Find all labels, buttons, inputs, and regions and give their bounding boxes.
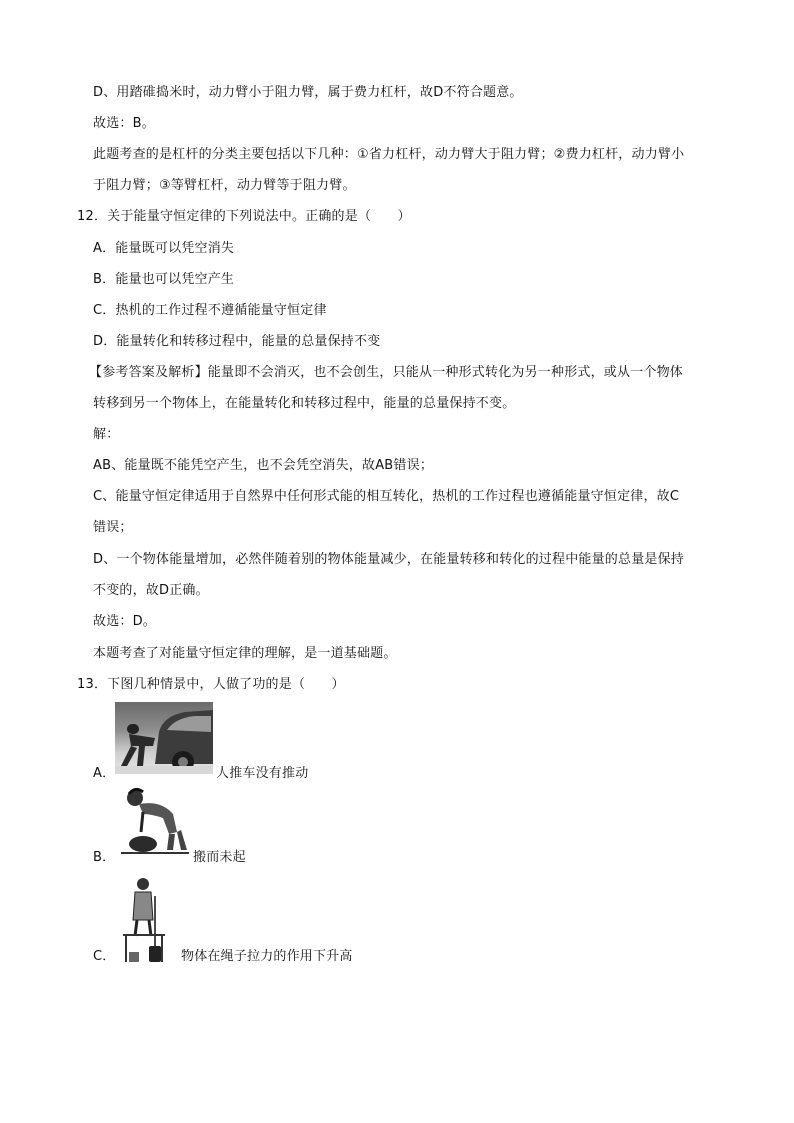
reference-answer-line: 转移到另一个物体上，在能量转化和转移过程中，能量的总量保持不变。 <box>93 396 516 411</box>
person-pulling-rope-image <box>121 876 167 964</box>
person-lifting-rock-image <box>121 786 189 858</box>
question-12-stem: 12．关于能量守恒定律的下列说法中。正确的是（ ） <box>77 209 411 224</box>
answer-selection: 故选：B。 <box>93 116 155 131</box>
question-12-option-b: B．能量也可以凭空产生 <box>93 272 235 287</box>
solution-d-line: 不变的，故D正确。 <box>93 583 209 598</box>
reference-answer-line: 【参考答案及解析】能量即不会消灭，也不会创生，只能从一种形式转化为另一种形式，或从一个物体 <box>89 365 684 380</box>
question-13-stem: 13．下图几种情景中，人做了功的是（ ） <box>77 677 345 692</box>
solution-ab-line: AB、能量既不能凭空产生，也不会凭空消失，故AB错误； <box>93 458 434 473</box>
summary-line: 本题考查了对能量守恒定律的理解，是一道基础题。 <box>93 646 397 661</box>
answer-selection: 故选：D。 <box>93 614 157 629</box>
person-pushing-car-image <box>115 702 213 774</box>
question-12-option-c: C．热机的工作过程不遵循能量守恒定律 <box>93 303 327 318</box>
solution-c-line: 错误； <box>93 520 133 535</box>
question-13-option-a-letter: A． <box>93 766 116 781</box>
solution-d-line: D、一个物体能量增加，必然伴随着别的物体能量减少，在能量转移和转化的过程中能量的总量是保持 <box>93 552 685 567</box>
question-13-option-a-text: 人推车没有推动 <box>216 766 309 781</box>
question-13-option-b-text: 搬而未起 <box>193 850 246 865</box>
analysis-line: 此题考查的是杠杆的分类主要包括以下几种：①省力杠杆，动力臂大于阻力臂；②费力杠杆，动力臂小 <box>93 147 685 162</box>
analysis-line: 于阻力臂；③等臂杠杆，动力臂等于阻力臂。 <box>93 178 356 193</box>
question-13-option-c-text: 物体在绳子拉力的作用下升高 <box>181 949 353 964</box>
solution-d-line: D、用踏碓捣米时，动力臂小于阻力臂，属于费力杠杆，故D不符合题意。 <box>93 85 523 100</box>
solution-label: 解： <box>93 427 120 442</box>
question-12-option-d: D．能量转化和转移过程中，能量的总量保持不变 <box>93 334 381 349</box>
solution-c-line: C、能量守恒定律适用于自然界中任何形式能的相互转化，热机的工作过程也遵循能量守恒定律，故C <box>93 489 680 504</box>
question-13-option-c-letter: C． <box>93 949 116 964</box>
question-12-option-a: A．能量既可以凭空消失 <box>93 241 235 256</box>
question-13-option-b-letter: B． <box>93 850 116 865</box>
